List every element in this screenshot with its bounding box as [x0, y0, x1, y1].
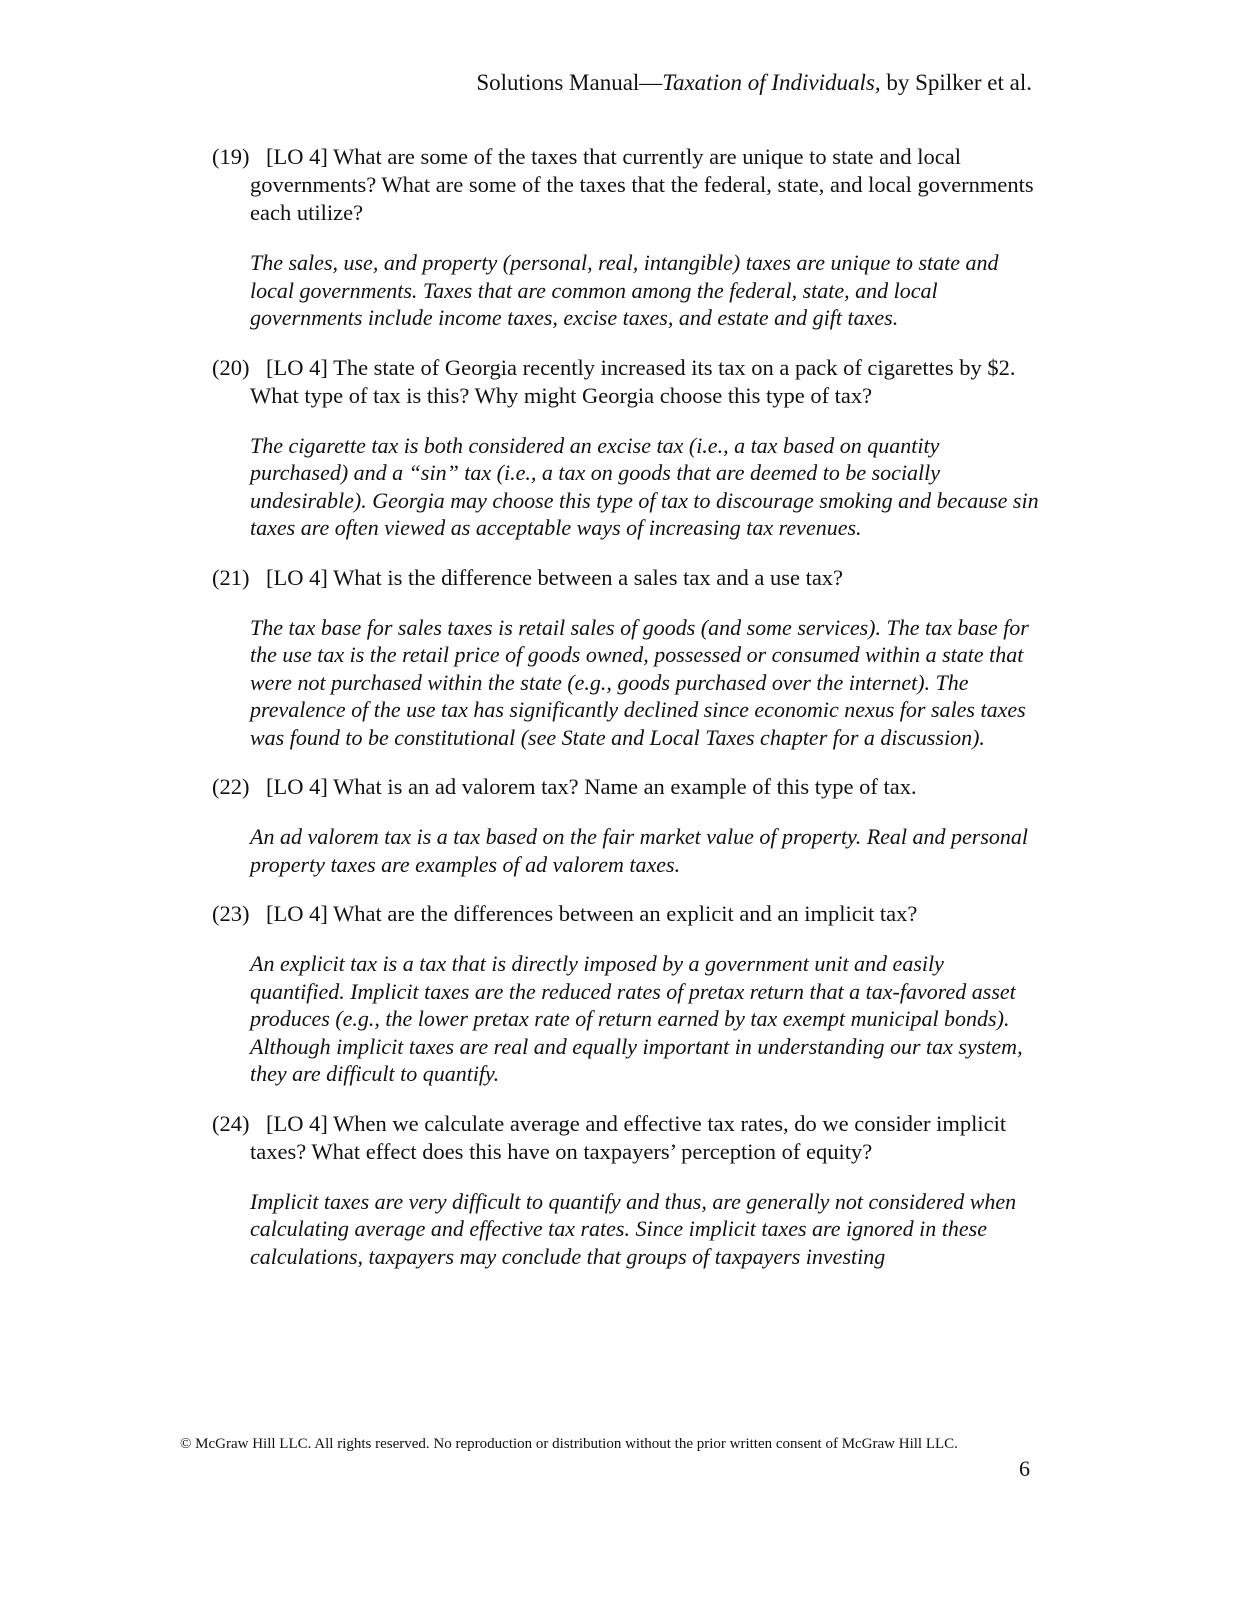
question — [212, 773, 1042, 801]
qa-item-22 — [212, 773, 1042, 878]
answer-text: The cigarette tax is both considered an excise tax (i.e., a tax based on quantity purchased) and a “sin” tax (i.e., a tax on goods that are deemed to be socially undesirable). Georgia may choose this type of tax to discourage smoking and because sin taxes are often viewed as acceptable ways of increasing tax revenues. — [250, 432, 1039, 540]
header-book-title: Taxation of Individuals, — [662, 70, 881, 95]
question-number: (19) — [212, 144, 250, 169]
running-header — [476, 70, 1032, 96]
question-text: [LO 4] What are some of the taxes that currently are unique to state and local governments? What are some of the taxes that the federal, state, and local governments each utilize? — [250, 144, 1034, 225]
qa-item-24 — [212, 1110, 1042, 1271]
question-text: [LO 4] What is the difference between a sales tax and a use tax? — [266, 564, 844, 590]
answer-text: Implicit taxes are very difficult to quantify and thus, are generally not considered when calculating average and effective tax rates. Since implicit taxes are ignored in these calculations, taxpayers may conclude that groups of taxpayers investing — [250, 1188, 1017, 1269]
qa-list — [212, 143, 1042, 1270]
question-number: (21) — [212, 564, 250, 590]
page-number: 6 — [1019, 1456, 1030, 1481]
copyright-footer: © McGraw Hill LLC. All rights reserved. No reproduction or distribution without the prior written consent of McGraw Hill LLC. — [180, 1436, 958, 1452]
question — [212, 564, 1042, 592]
question — [212, 1110, 1042, 1166]
question-text: [LO 4] What is an ad valorem tax? Name an example of this type of tax. — [266, 774, 917, 799]
header-suffix: by Spilker et al. — [880, 70, 1032, 95]
qa-item-19 — [212, 143, 1042, 332]
answer-text: The tax base for sales taxes is retail sales of goods (and some services). The tax base for the use tax is the retail price of goods owned, possessed or consumed within a state that were not purchased within the state (e.g., goods purchased over the internet). The prevalence of the use tax has significantly declined since economic nexus for sales taxes was found to be constitutional (see State and Local Taxes chapter for a discussion). — [250, 614, 1029, 750]
question-text: [LO 4] What are the differences between an explicit and an implicit tax? — [266, 901, 918, 926]
question — [212, 354, 1042, 410]
answer-text: An explicit tax is a tax that is directly imposed by a government unit and easily quantified. Implicit taxes are the reduced rates of pretax return that a tax-favored asset produces (e.g., the lower pretax rate of return earned by tax exempt municipal bonds). Although implicit taxes are real and equally important in understanding our tax system, they are difficult to quantify. — [250, 951, 1023, 1086]
qa-item-21 — [212, 564, 1042, 752]
question-text: [LO 4] The state of Georgia recently increased its tax on a pack of cigarettes by $2. What type of tax is this? Why might Georgia choose this type of tax? — [250, 354, 1016, 408]
qa-item-23 — [212, 900, 1042, 1088]
question-text: [LO 4] When we calculate average and effective tax rates, do we consider implicit taxes? What effect does this have on taxpayers’ perception of equity? — [250, 1110, 1007, 1164]
question-number: (24) — [212, 1110, 250, 1136]
qa-item-20 — [212, 354, 1042, 542]
answer-text: An ad valorem tax is a tax based on the fair market value of property. Real and personal property taxes are examples of ad valorem taxes. — [250, 824, 1029, 877]
question-number: (20) — [212, 354, 250, 380]
question-number: (22) — [212, 774, 250, 799]
question-number: (23) — [212, 901, 250, 926]
answer-text: The sales, use, and property (personal, real, intangible) taxes are unique to state and local governments. Taxes that are common among the federal, state, and local governments include income taxes, excise taxes, and estate and gift taxes. — [250, 250, 999, 330]
question — [212, 143, 1042, 227]
question — [212, 900, 1042, 928]
header-prefix: Solutions Manual— — [476, 70, 663, 95]
